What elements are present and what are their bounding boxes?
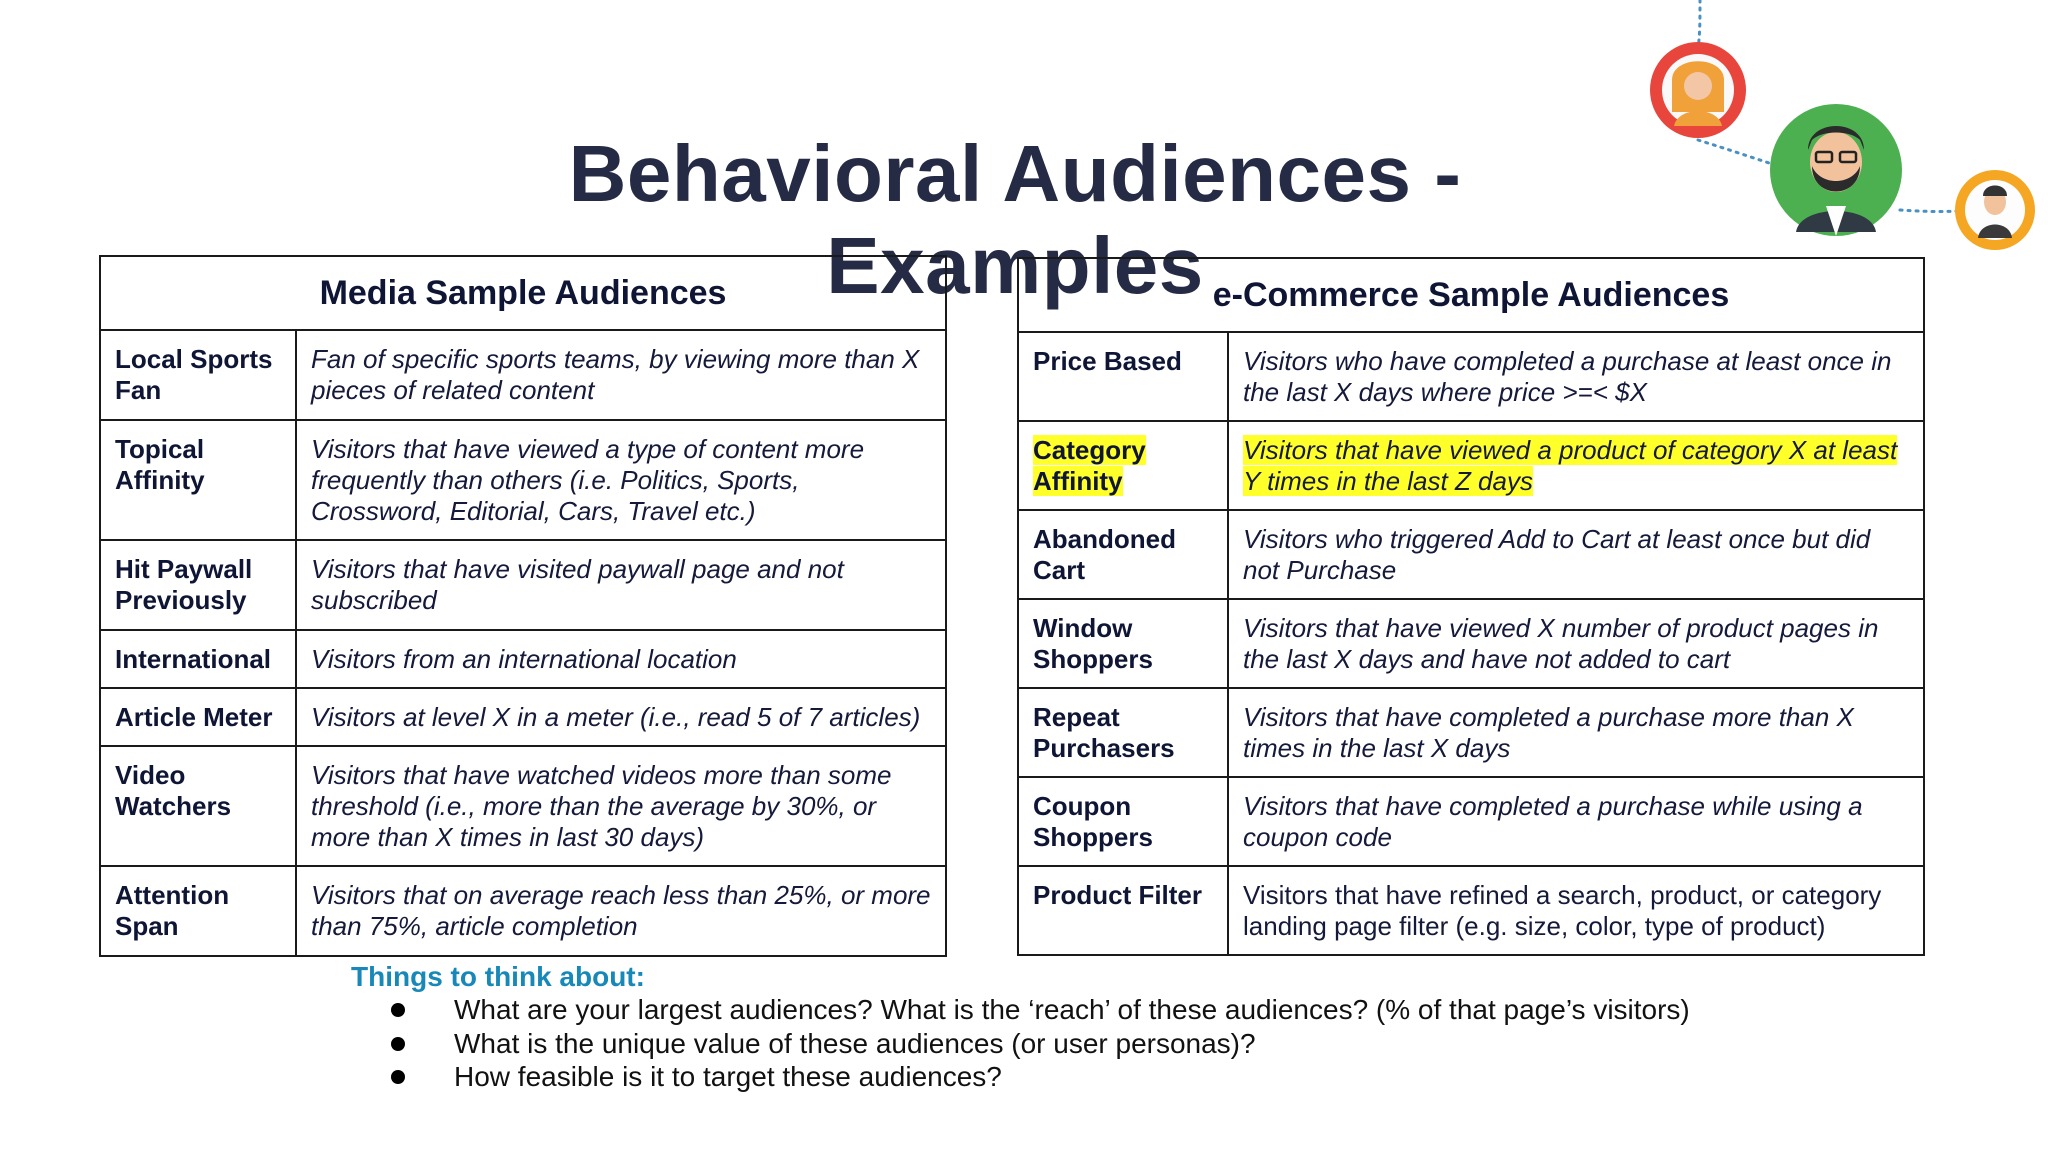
audience-label: Hit Paywall Previously [100,540,296,630]
table-header-row [100,256,946,330]
list-item [388,993,1690,1027]
table-row [1018,421,1924,510]
table-row [100,630,946,688]
audience-description: Visitors that have refined a search, product, or category landing page filter (e.g. size, color, type of product) [1228,866,1924,955]
highlighted-text: Visitors that have viewed a product of category X at least Y times in the last Z days [1243,435,1898,496]
audience-label: Topical Affinity [100,420,296,540]
table-row [1018,599,1924,688]
table-row [100,330,946,420]
audience-label: Product Filter [1018,866,1228,955]
avatar-person-icon [1955,170,2035,250]
list-item [388,1027,1690,1061]
audience-label: Article Meter [100,688,296,746]
media-table-heading: Media Sample Audiences [100,256,946,330]
audience-description: Visitors that on average reach less than 25%, or more than 75%, article completion [296,866,946,956]
audience-label: Local Sports Fan [100,330,296,420]
ecommerce-table-heading: e-Commerce Sample Audiences [1018,258,1924,332]
audience-description: Visitors that have watched videos more than some threshold (i.e., more than the average by 30%, or more than X times in last 30 days) [296,746,946,866]
notes-heading: Things to think about: [351,961,645,992]
audience-label: Price Based [1018,332,1228,421]
audience-description-highlighted [1228,421,1924,510]
audience-description: Visitors that have viewed X number of product pages in the last X days and have not added to cart [1228,599,1924,688]
audience-description: Visitors that have visited paywall page and not subscribed [296,540,946,630]
audience-label: International [100,630,296,688]
table-row [100,688,946,746]
table-row [100,746,946,866]
notes-bullet-list [388,993,1690,1094]
audience-label: Window Shoppers [1018,599,1228,688]
table-row [1018,688,1924,777]
bullet-icon [391,1070,405,1084]
table-row [1018,510,1924,599]
audience-description: Visitors who triggered Add to Cart at least once but did not Purchase [1228,510,1924,599]
audience-label: Abandoned Cart [1018,510,1228,599]
ecommerce-audiences-table [1017,257,1925,956]
bullet-text: How feasible is it to target these audiences? [454,1061,1002,1092]
audience-description: Visitors who have completed a purchase at least once in the last X days where price >=< $X [1228,332,1924,421]
avatar-man-icon [1770,104,1902,236]
table-row [100,540,946,630]
highlighted-text: Category Affinity [1033,435,1146,496]
audience-label: Attention Span [100,866,296,956]
bullet-icon [391,1003,405,1017]
list-item [388,1060,1690,1094]
avatar-woman-icon [1650,42,1746,138]
audience-label: Repeat Purchasers [1018,688,1228,777]
bullet-text: What are your largest audiences? What is the ‘reach’ of these audiences? (% of that page’s visitors) [454,994,1690,1025]
audience-description: Visitors that have viewed a type of content more frequently than others (i.e. Politics, Sports, Crossword, Editorial, Cars, Travel etc.) [296,420,946,540]
audience-label-highlighted [1018,421,1228,510]
audience-description: Visitors that have completed a purchase while using a coupon code [1228,777,1924,866]
bullet-icon [391,1037,405,1051]
audience-description: Visitors at level X in a meter (i.e., read 5 of 7 articles) [296,688,946,746]
table-row [1018,866,1924,955]
avatar-network-illustration [1600,0,2048,260]
audience-description: Fan of specific sports teams, by viewing more than X pieces of related content [296,330,946,420]
audience-description: Visitors that have completed a purchase more than X times in the last X days [1228,688,1924,777]
table-row [100,866,946,956]
audience-label: Coupon Shoppers [1018,777,1228,866]
bullet-text: What is the unique value of these audiences (or user personas)? [454,1027,1256,1059]
audience-label: Video Watchers [100,746,296,866]
table-header-row [1018,258,1924,332]
media-audiences-table [99,255,947,957]
audience-description: Visitors from an international location [296,630,946,688]
table-row [100,420,946,540]
slide-title: Behavioral Audiences - Examples [568,129,1462,310]
table-row [1018,332,1924,421]
table-row [1018,777,1924,866]
